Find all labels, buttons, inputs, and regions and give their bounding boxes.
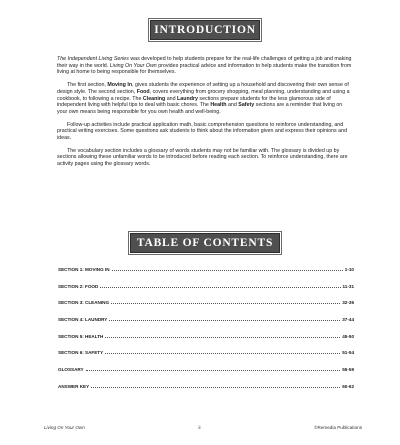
toc-leader-dots (111, 299, 340, 304)
intro-p2-food: Food (136, 88, 150, 95)
series-title: The Independent Living Series (57, 56, 129, 62)
intro-p2-cleaning: Cleaning (142, 95, 166, 102)
intro-p2-laundry: Laundry (177, 95, 198, 102)
introduction-body (57, 56, 353, 174)
toc-leader-dots (105, 333, 340, 338)
intro-p2-health: Health (210, 102, 227, 109)
intro-p2-c: , gives students the experience of setting up a household and discovering their own sense of design style. The second section, (57, 82, 349, 95)
toc-entry-pages: 37-44 (342, 317, 354, 323)
footer-book-title: Living On Your Own (44, 425, 85, 430)
toc-leader-dots (86, 366, 341, 371)
toc-leader-dots (112, 266, 343, 271)
intro-p2-a: The first section, (67, 82, 108, 89)
toc-entry-label: SECTION 6: SAFETY (58, 350, 104, 356)
footer-publisher: ©Remedia Publications (314, 425, 362, 430)
toc-entry-pages: 60-62 (342, 383, 354, 389)
intro-p2-g: and (165, 95, 178, 102)
intro-paragraph-3: Follow-up activities include practical application math, basic comprehension questions to reinforce understanding, and practical writing exercises. Some questions ask students to think about the information given and express their opinions and ideas. (57, 121, 348, 142)
toc-entry[interactable] (58, 316, 354, 333)
intro-p2-i: sections prepare students for the less glamorous side of independent living with helpful tips to deal with basic chores. The (57, 95, 331, 109)
toc-entry[interactable] (58, 283, 354, 300)
intro-paragraph-1 (57, 56, 353, 76)
intro-p1-text: was developed to help students prepare for the real-life challenges of getting a job and making their way in the world. (57, 56, 352, 69)
toc-entry-label: SECTION 5: HEALTH (58, 333, 104, 339)
table-of-contents-heading (130, 233, 280, 253)
toc-entry-label: ANSWER KEY (58, 383, 90, 389)
toc-leader-dots (100, 283, 340, 288)
toc-entry[interactable] (58, 333, 354, 350)
toc-entry[interactable] (58, 299, 354, 316)
toc-entry-label: GLOSSARY (58, 367, 84, 373)
toc-entry-pages: 45-50 (342, 333, 354, 339)
toc-entry[interactable] (58, 383, 354, 400)
toc-entry-pages: 51-54 (342, 350, 354, 356)
toc-entry-label: SECTION 1: MOVING IN (58, 267, 110, 272)
intro-p2-e: , covers everything from grocery shopping, meal planning, understanding and using a cookbook, to following a recipe. The (57, 88, 350, 102)
introduction-heading-text: INTRODUCTION (154, 24, 256, 36)
toc-entry-pages: 11-31 (342, 283, 354, 289)
toc-entry-label: SECTION 2: FOOD (58, 283, 99, 289)
table-of-contents-heading-text: TABLE OF CONTENTS (136, 237, 274, 249)
toc-entry-pages: 55-59 (342, 367, 354, 373)
table-of-contents (58, 266, 354, 400)
intro-p2-k: and (226, 102, 239, 109)
toc-entry-label: SECTION 3: CLEANING (58, 300, 110, 306)
intro-p2-safety: Safety (238, 102, 255, 109)
introduction-heading (150, 20, 260, 40)
toc-leader-dots (105, 349, 340, 354)
intro-p2-m: sections are a reminder that living on your own means being responsible for you own health and well-being. (57, 102, 343, 115)
intro-paragraph-2 (57, 82, 353, 116)
toc-leader-dots (109, 316, 340, 321)
footer-page-number: ii (198, 425, 201, 430)
toc-leader-dots (91, 383, 340, 388)
toc-entry[interactable] (58, 266, 354, 283)
intro-p2-moving-in: Moving In (107, 82, 133, 89)
intro-p1-end: provides practical advice and information to help students make the transition from living at home to being responsible for themselves. (57, 62, 352, 76)
toc-entry[interactable] (58, 349, 354, 366)
toc-entry[interactable] (58, 366, 354, 383)
toc-entry-label: SECTION 4: LAUNDRY (58, 317, 108, 323)
toc-entry-pages: 1-10 (344, 267, 354, 272)
intro-paragraph-4: The vocabulary section includes a glossary of words students may not be familiar with. The glossary is divided up by sections allowing these unfamiliar words to be introduced before reading each section. To reinforce understanding, there are activity pages using the glossary words. (57, 147, 348, 168)
page-footer (44, 425, 362, 430)
toc-entry-pages: 32-36 (342, 300, 354, 306)
book-title: Living On Your Own (109, 62, 157, 69)
